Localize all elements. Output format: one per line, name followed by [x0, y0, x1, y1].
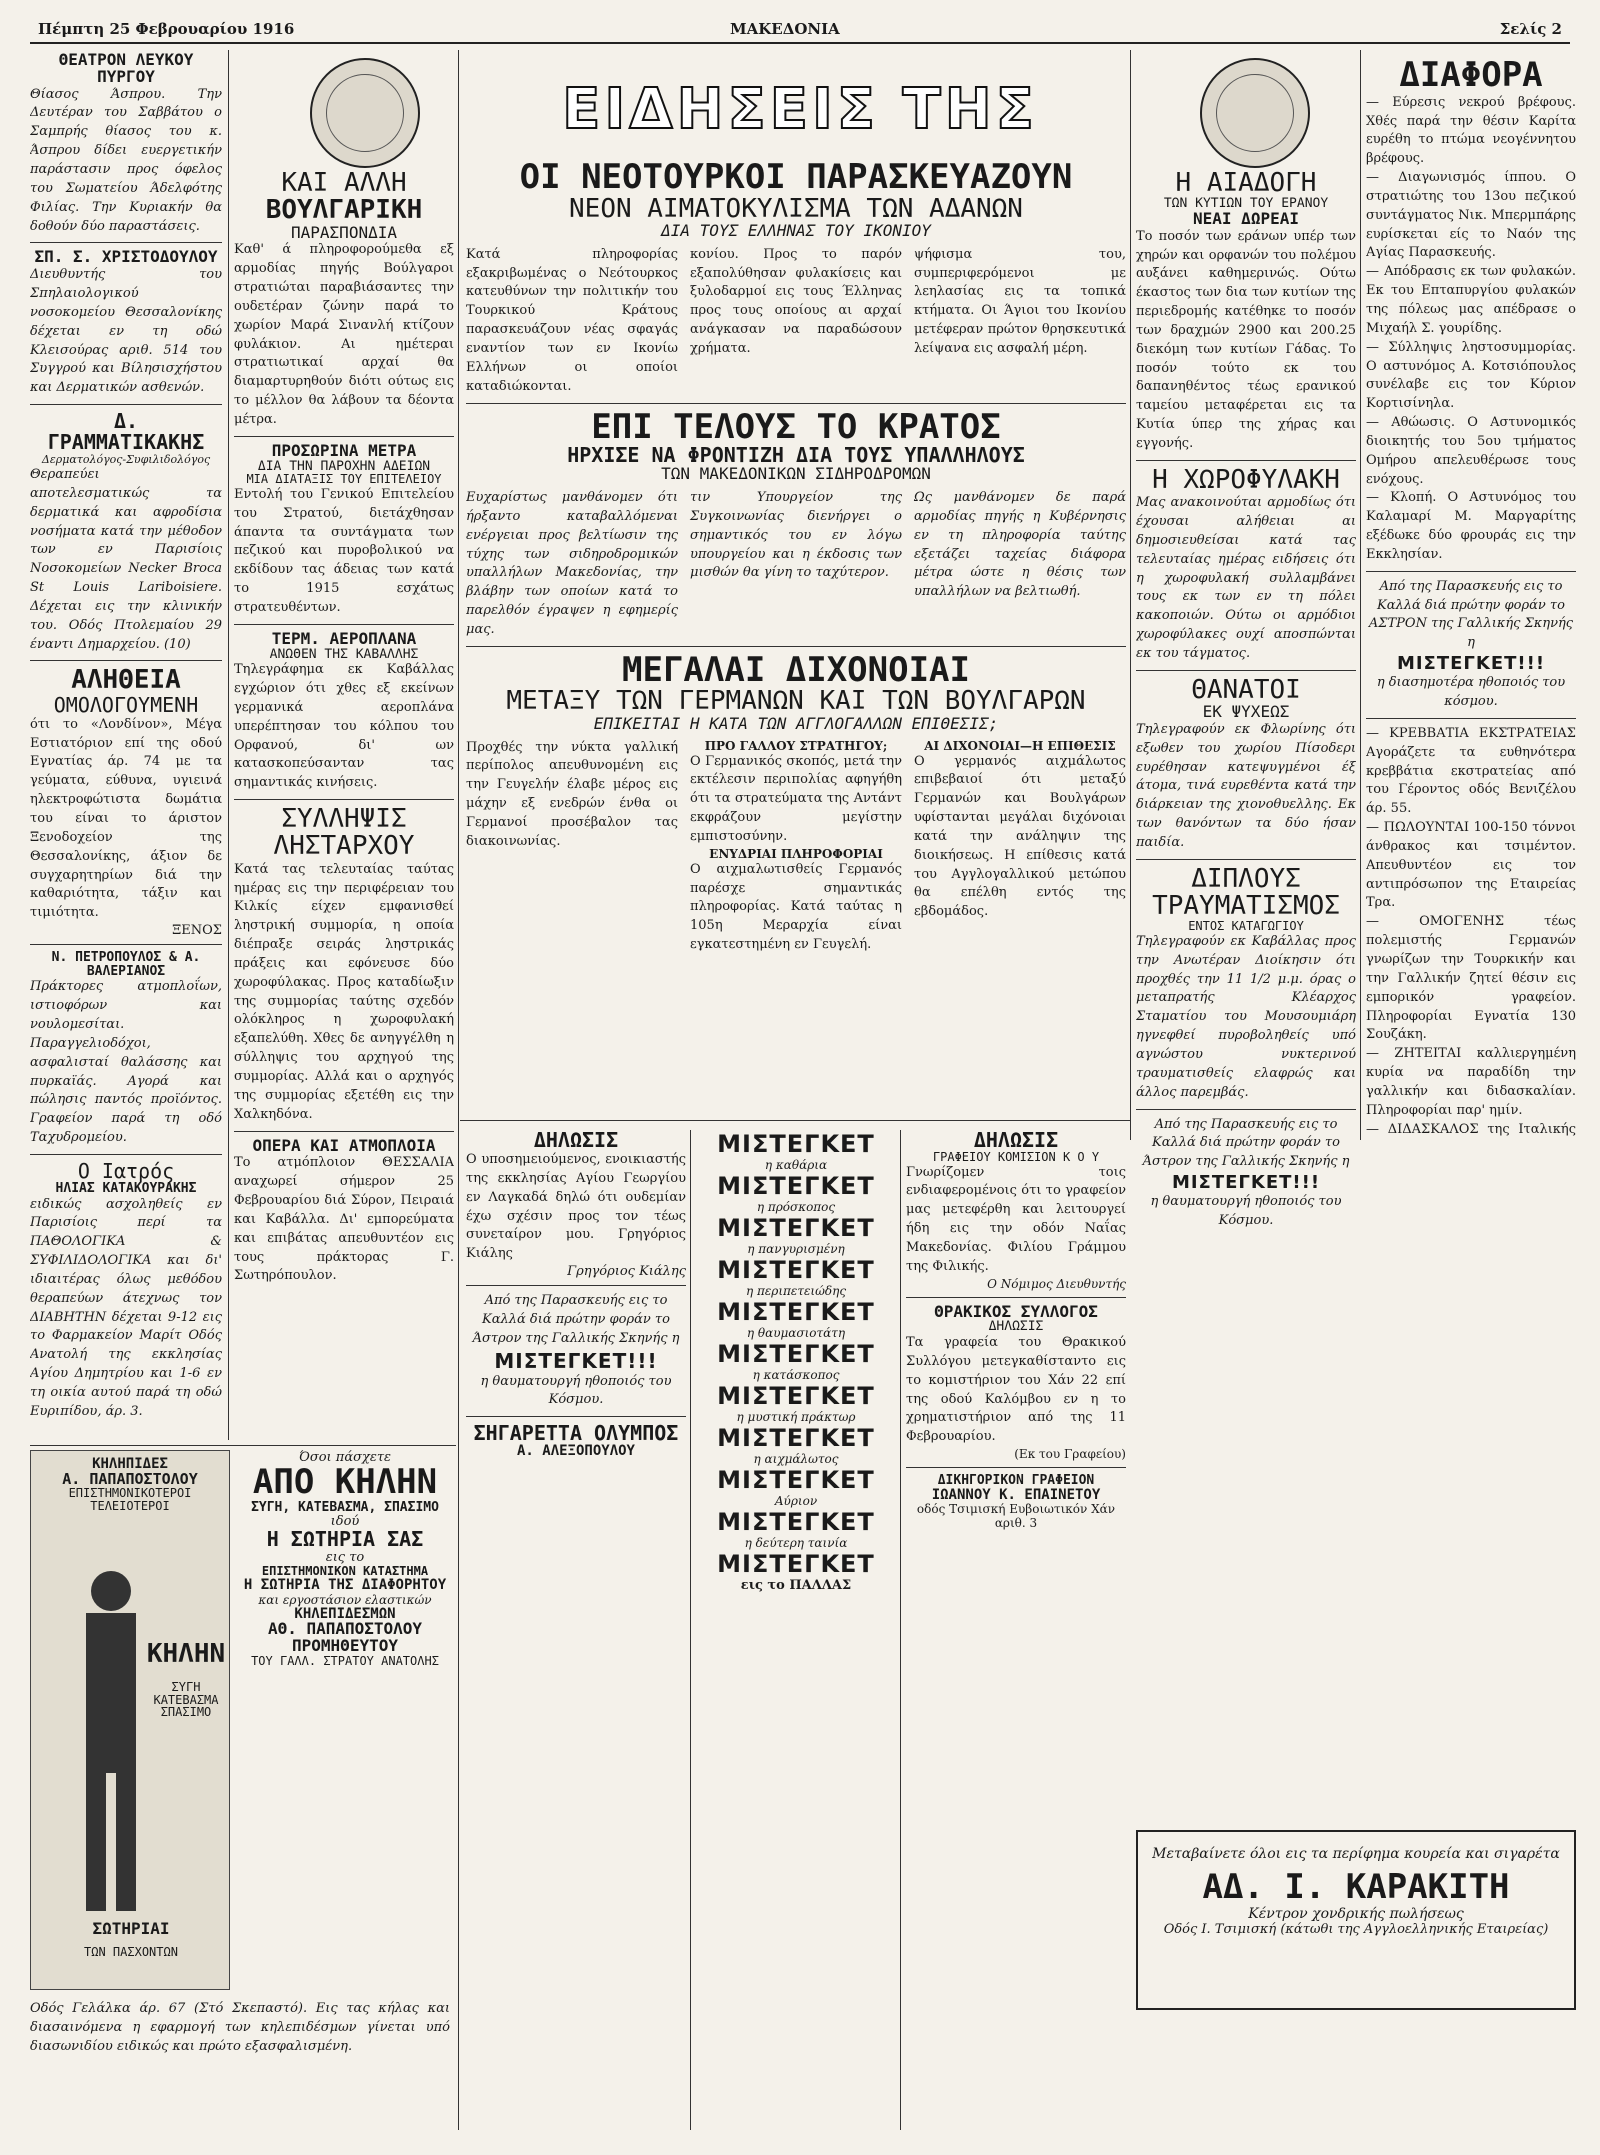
subhead: ΠΡΟ ΓΑΛΛΟΥ ΣΤΡΑΤΗΓΟΥ; — [704, 738, 888, 753]
barber-ad-intro: Μεταβαίνετε όλοι εις τα περίφημα κουρεία και σιγαρέτα — [1152, 1846, 1560, 1862]
barber-ad-box — [1136, 1830, 1576, 2010]
cinema-ad-text: Από της Παρασκευής εις το Καλλά διά πρώτην φοράν το Άστρον της Γαλλικής Σκηνής η — [472, 1293, 680, 1346]
headline-sub: ΗΡΧΙΣΕ ΝΑ ΦΡΟΝΤΙΖΗ ΔΙΑ ΤΟΥΣ ΥΠΑΛΛΗΛΟΥΣ — [567, 443, 1025, 468]
classified-ad: — ΚΡΕΒΒΑΤΙΑ ΕΚΣΤΡΑΤΕΙΑΣ Αγοράζετε τα ευθηνότερα κρεββάτια εκστρατείας από του Γέροντος οδός Βενιζέλου άρ. 55. — [1366, 725, 1576, 817]
article-text: Καθ' ά πληροφορούμεθα εξ αρμοδίας πηγής Βούλγαροι στρατιώται παραβιάσαντες την ουδετέραν ζώνην παρά το χωρίον Μαρά Σινανλή κτίζουν φυλάκιον. Αι ημέτεραι στρατιωτικαί αρχαί θα διαμαρτυρηθούν διότι ούτως εις το μέλλον θα λάβουν τα δέοντα μέτρα. — [234, 242, 454, 427]
article-text: κονίου. Προς το παρόν εξαπολύθησαν φυλακίσεις και ξυλοδαρμοί εις τους Έλληνας προς τους οποίους αι αρχαί ανάγκασαν να παραδώσουν χρήματα. — [690, 246, 902, 356]
figure-leg — [116, 1771, 136, 1911]
cinema-ad-sub: η θαυμασιοτάτη — [746, 1326, 846, 1340]
article-text: Ως μανθάνομεν δε παρά αρμοδίας πηγής η Κυβέρνησις εν τη πληροφορία ταύτης εξετάζει ταχείας διάφορα μέτρα ώστε η θέσις των υπαλλήλων να βελτιωθή. — [914, 490, 1126, 600]
ad-line: ΠΡΟΜΗΘΕΥΤΟΥ — [292, 1636, 398, 1656]
figure-torso — [86, 1613, 136, 1773]
news-item: — Κλοπή. Ο Αστυνόμος του Καλαμαρί Μ. Μαργαρίτης εξέδωκε δύο φρουράς εις την Εκκλησίαν. — [1366, 490, 1576, 562]
doctor-text: Διευθυντής του Σπηλαιολογικού νοσοκομείου Θεσσαλονίκης δέχεται εν τη οδώ Κλεισούρας αριθ. 514 του Συγγρού και Βίλησισχήστου και Δερματικών ασθενών. — [30, 267, 222, 396]
news-item: — Απόδρασις εκ των φυλακών. Εκ του Επταπυργίου φυλακών της πόλεως μας απέδρασε ο Μιχαήλ Σ. γουρίδης. — [1366, 264, 1576, 336]
ad-column-b — [906, 1130, 1126, 2130]
article-text: Ο αιχμαλωτισθείς Γερμανός παρέσχε σημαντικάς πληροφορίας. Κατά ταύτας η 105η Μεραρχία είναι εγκατεστημένη εν Γευγελή. — [690, 861, 902, 953]
notice-title: ΔΗΛΩΣΙΣ — [533, 1130, 619, 1152]
cinema-ad-star: ΜΙΣΤΕΓΚΕΤ!!! — [494, 1348, 658, 1373]
headline-deck: ΤΩΝ ΜΑΚΕΔΟΝΙΚΩΝ ΣΙΔΗΡΟΔΡΟΜΩΝ — [661, 464, 931, 484]
barber-ad-address: Οδός Ι. Τσιμισκή (κάτωθι της Αγγλοελληνικής Εταιρείας) — [1163, 1921, 1549, 1937]
headline: ΤΕΡΜ. ΑΕΡΟΠΛΑΝΑ — [271, 628, 417, 648]
illustration-caption: ΕΠΙΣΤΗΜΟΝΙΚΟΤΕΡΟΙ ΤΕΛΕΙΟΤΕΡΟΙ — [68, 1486, 192, 1514]
column-rule — [900, 1130, 901, 2130]
headline: ΣΥΛΛΗΨΙΣ — [281, 804, 407, 835]
headline-sub: ΤΩΝ ΚΥΤΙΩΝ ΤΟΥ ΕΡΑΝΟΥ — [1163, 196, 1329, 212]
ad-subtitle: ΟΜΟΛΟΓΟΥΜΕΝΗ — [53, 692, 199, 717]
subhead: ΕΝΥΔΡΙΑΙ ΠΛΗΡΟΦΟΡΙΑΙ — [709, 846, 883, 861]
truss-ad-caption: Οδός Γελάλκα άρ. 67 (Στό Σκεπαστό). Εις τας κήλας και διασαινόμενα η εφαρμογή των κηλεπιδέσμων γίνεται υπό διασωνιδίου ειδικώς και πρώτο εξασφαλισμένη. — [30, 2001, 450, 2054]
subhead: ΑΙ ΔΙΧΟΝΟΙΑΙ—Η ΕΠΙΘΕΣΙΣ — [924, 738, 1116, 753]
cigarette-ad-title: ΣΗΓΑΡΕΤΤΑ ΟΛΥΜΠΟΣ — [473, 1421, 679, 1446]
illustration-word: ΤΩΝ ΠΑΣΧΟΝΤΩΝ — [84, 1946, 178, 1959]
headline-deck: ΕΠΙΚΕΙΤΑΙ Η ΚΑΤΑ ΤΩΝ ΑΓΓΛΟΓΑΛΛΩΝ ΕΠΙΘΕΣΙΣ; — [593, 713, 999, 733]
column-rule — [458, 50, 459, 2130]
cinema-ad-sub: η περιπετειώδης — [745, 1284, 847, 1298]
law-office-name: ΙΩΑΝΝΟΥ Κ. ΕΠΑΙΝΕΤΟΥ — [931, 1486, 1101, 1503]
headline: ΟΠΕΡΑ ΚΑΙ ΑΤΜΟΠΛΟΙΑ — [252, 1135, 436, 1155]
cinema-ad-text: Από της Παρασκευής εις το Καλλά διά πρώτην φοράν το ΑΣΤΡΟΝ της Γαλλικής Σκηνής η — [1368, 578, 1574, 651]
article-text: Ο γερμανός αιχμάλωτος επιβεβαιοί ότι μεταξύ Γερμανών και Βουλγάρων υφίστανται μεγάλαι διχόνοιαι κατά την ανάληψιν της διοικήσεως. Η επίθεσις κατά του Αγγλογαλλικού μετώπου θα επέλθη εντός της εβδομάδος. — [914, 753, 1126, 920]
cinema-ad-star: ΜΙΣΤΕΓΚΕΤ — [717, 1298, 875, 1326]
cinema-ad-sub: η κατάσκοπος — [752, 1368, 840, 1382]
law-office-title: ΔΙΚΗΓΟΡΙΚΟΝ ΓΡΑΦΕΙΟΝ — [937, 1473, 1095, 1489]
cinema-ad-text: Από της Παρασκευής εις το Καλλά διά πρώτην φοράν το Άστρον της Γαλλικής Σκηνής η — [1142, 1116, 1350, 1170]
headline: ΚΑΙ ΑΛΛΗ — [281, 170, 407, 198]
illustration-word: ΚΗΛΗΝ — [146, 1641, 226, 1669]
doctor-text: Θεραπεύει αποτελεσματικώς τα δερματικά και αφροδίσια νοσήματα κατά την μέθοδον των εν Παρισίοις Νοσοκομείων Necker Broca St Louis Lariboisiere. Δέχεται εις την κλινικήν του. Οδός Πτολεμαίου 29 έναντι Δημαρχείου. (10) — [30, 467, 222, 652]
lead-headline: ΟΙ ΝΕΟΤΟΥΡΚΟΙ ΠΑΡΑΣΚΕΥΑΖΟΥΝ — [519, 160, 1073, 197]
cinema-ad-star: ΜΙΣΤΕΓΚΕΤ — [717, 1172, 875, 1200]
article-text: Εντολή του Γενικού Επιτελείου του Στρατού, διετάχθησαν άπαντα τα συντάγματα των πεζικού και πυροβολικού να εκδίδουν τας άδειας των κατά το 1915 εσχάτως στρατευθέντων. — [234, 486, 454, 615]
article-text: Ευχαρίστως μανθάνομεν ότι ήρξαντο καταβαλλόμεναι ενέργειαι προς βελτίωσιν της τύχης των σιδηροδρομικών υπαλλήλων Μακεδονίας, την βλάβην των οποίων κατά το παρελθόν έγραψεν η εφημερίς μας. — [466, 490, 678, 637]
ad-title: ΑΛΗΘΕΙΑ — [71, 665, 181, 696]
headline-sub: ΕΚ ΨΥΧΕΩΣ — [1202, 702, 1290, 722]
cinema-ad-sub: η πρόσκοπος — [756, 1200, 836, 1214]
headline: Η ΧΩΡΟΦΥΛΑΚΗ — [1152, 464, 1340, 495]
article-text: ψήφισμα του, συμπεριφερόμενοι με λεηλασίας εις τα τοπικά κτήματα. Οι Άγιοι του Ικονίου μετέφεραν πρώτον θρησκευτικά λείψανα εις ασφαλή μέρη. — [914, 246, 1126, 356]
column-second — [234, 170, 454, 1440]
notice-subtitle: ΓΡΑΦΕΙΟΥ ΚΟΜΙΣΙΟΝ Κ Ο Υ — [932, 1150, 1100, 1164]
notice-text: Τα γραφεία του Θρακικού Συλλόγου μετεγκαθίσταντο εις το κομιστήριον του Χάν 22 επί της οδού Καλόμβου εν η το χρηματιστήριον από της 11 Φεβρουαρίου. — [906, 1335, 1126, 1445]
ad-line: ΣΥΓΗ, ΚΑΤΕΒΑΣΜΑ, ΣΠΑΣΙΜΟ — [251, 1499, 439, 1515]
paper-name: ΜΑΚΕΔΟΝΙΑ — [730, 20, 840, 38]
emblem-medal-right — [1200, 58, 1310, 168]
column-rule — [690, 1130, 691, 2130]
article-text: Το ποσόν των εράνων υπέρ των χηρών και ορφανών του πολέμου αυξάνει καθημερινώς. Ούτω έκαστος των δια των κυτίων της περιεδρομής κατέθηκε το ποσόν των δραχμών 2900 και 200.25 διεκόμη των κυτίων Γάδας. Το ποσόν τούτο εκ του δαπανηθέντος τέως ερανικού ταμείου μεταφέρεται εις τα Κυτία ύπερ της χήρας και εγγονής. — [1136, 228, 1356, 452]
article-text: Ο Γερμανικός σκοπός, μετά την εκτέλεσιν περιπολίας αφηγήθη ότι τα στρατεύματα της Αντάντ εκφράζουν μεγίστην εμπιστοσύνην. — [690, 753, 902, 844]
ad-text: ότι το «Λονδίνον», Μέγα Εστιατόριον επί της οδού Εγνατίας άρ. 74 με τα γεύματα, εύθυνα, υγιεινά ηλεκτροφώτιστα δωμάτια του είναι το άριστον Ξενοδοχείον της Θεσσαλονίκης, άξιον δε συγχαρητηρίων διά την καθαριότητα, τάξιν και τιμιότητα. — [30, 716, 222, 921]
doctor-name: ΗΛΙΑΣ ΚΑΤΑΚΟΥΡΑΚΗΣ — [55, 1180, 197, 1196]
headline-sub: ΠΑΡΑΣΠΟΝΔΙΑ — [291, 222, 397, 242]
headline: ΒΟΥΛΓΑΡΙΚΗ — [265, 195, 423, 226]
theatre-text: Θίασος Άσπρου. Την Δευτέραν του Σαββάτου ο Σαμπρής θίασος του κ. Άσπρου δίδει ευεργετικήν παράστασιν προς όφελος του Σωματείου Άδελφότης Φιλίας. Την Κυριακήν θα δοθούν δύο παραστάσεις. — [30, 86, 222, 234]
ad-line: ΤΟΥ ΓΑΛΛ. ΣΤΡΑΤΟΥ ΑΝΑΤΟΛΗΣ — [251, 1653, 439, 1668]
notice-signature: Ο Νόμιμος Διευθυντής — [987, 1276, 1126, 1291]
headline-sub: ΜΙΑ ΔΙΑΤΑΞΙΣ ΤΟΥ ΕΠΙΤΕΛΕΙΟΥ — [246, 472, 442, 487]
ad-line: ΑΠΟ ΚΗΛΗΝ — [252, 1462, 438, 1502]
headline: ΜΕΓΑΛΑΙ ΔΙΧΟΝΟΙΑΙ — [622, 649, 970, 690]
notice-text: Γνωρίζομεν τοις ενδιαφερομένοις ότι το γραφείον μας μετεφέρθη και λειτουργεί ήδη εις την οδόν Ναΐας Μακεδονίας. Φιλίου Γράμμου της Φιλικής. — [906, 1164, 1126, 1274]
cinema-ad-star: ΜΙΣΤΕΓΚΕΤ!!! — [1396, 653, 1546, 675]
article-text: Μας ανακοινούται αρμοδίως ότι έχουσαι αλήθειαι αι δημοσιευθείσαι κατά τας τελευταίας ημέρας ειδήσεις ότι η χωροφυλακή συλλαμβάνει τους εκ των εν τη πόλει κακοποιών. Ούτω οι αρμόδιοι χωροφύλακες ουχί αποσπώνται εκ του τάγματος. — [1136, 495, 1356, 661]
section-rule — [460, 1120, 1130, 1121]
ad-line: ΑΘ. ΠΑΠΑΠΟΣΤΟΛΟΥ — [267, 1619, 423, 1639]
page-number: Σελίς 2 — [1499, 20, 1562, 38]
ad-line: ΚΗΛΕΠΙΔΕΣΜΩΝ — [294, 1605, 396, 1622]
column-left — [30, 52, 222, 1437]
doctor-title: Δ. ΓΡΑΜΜΑΤΙΚΑΚΗΣ — [47, 409, 205, 455]
notice-title: ΔΗΛΩΣΙΣ — [973, 1130, 1059, 1152]
agency-title: Ν. ΠΕΤΡΟΠΟΥΛΟΣ & Α. ΒΑΛΕΡΙΑΝΟΣ — [51, 950, 201, 979]
ad-column-a — [466, 1130, 686, 2130]
article-text: Τηλεγράφημα εκ Καβάλλας εγχώριον ότι χθες εξ εκείνων γερμανικά αεροπλάνα υπερέπτησαν του κόλπου του Ορφανού, δι' ων κατασκοπεύσανταν τας σημαντικάς κινήσεις. — [234, 662, 454, 791]
cinema-ad-sub: η καθάρια — [764, 1158, 828, 1172]
cinema-ad-text: η θαυματουργή ηθοποιός του Κόσμου. — [480, 1373, 672, 1408]
section-rule — [30, 1445, 456, 1446]
headline: ΤΡΑΥΜΑΤΙΣΜΟΣ — [1152, 891, 1340, 922]
ad-line: ΕΠΙΣΤΗΜΟΝΙΚΟΝ ΚΑΤΑΣΤΗΜΑ — [261, 1564, 429, 1579]
cinema-ad-venue: εις το ΠΑΛΛΑΣ — [740, 1578, 852, 1593]
headline: ΛΗΣΤΑΡΧΟΥ — [273, 831, 415, 862]
article-text: Προχθές την νύκτα γαλλική περίπολος απευθυνομένη εις την Γευγελήν έλαβε μέρος εις μάχην εξ ενεδρών ένθα οι Γερμανοί προσέβαλον τας διακοινωνίας. — [466, 739, 678, 849]
headline: ΕΠΙ ΤΕΛΟΥΣ ΤΟ ΚΡΑΤΟΣ — [591, 406, 1001, 447]
truss-ad-text-block — [236, 1450, 454, 1990]
classified-ad: — ΔΙΔΑΣΚΑΛΟΣ της Ιταλικής — [1366, 1121, 1576, 1137]
illustration-word: ΣΩΤΗΡΙΑΙ — [92, 1921, 170, 1938]
headline-sub: ΑΝΩΘΕΝ ΤΗΣ ΚΑΒΑΛΛΗΣ — [269, 646, 419, 662]
illustration-word: ΣΥΓΗ ΚΑΤΕΒΑΣΜΑ ΣΠΑΣΙΜΟ — [153, 1681, 219, 1719]
cinema-ad-star: ΜΙΣΤΕΓΚΕΤ — [717, 1214, 875, 1242]
article-text: Το ατμόπλοιον ΘΕΣΣΑΛΙΑ αναχωρεί σήμερον 25 Φεβρουαρίου διά Σύρον, Πειραιά και Καβάλλα. Δι' εμπορεύματα και επιβάτας απευθυντέον εις τους πράκτορας Γ. Σωτηρόπουλον. — [234, 1155, 454, 1284]
cinema-ad-star: ΜΙΣΤΕΓΚΕΤ — [717, 1130, 875, 1158]
article-text: Τηλεγραφούν εκ Φλωρίνης ότι εξωθεν του χωρίου Πίσοδερι ευρέθησαν κατεψυγμένοι έξ άτομα, τινά ευρεθέντα κατά την διάρκειαν της χιονοθυελλης. Εκ των θανόντων τα δύο ήσαν παιδία. — [1136, 721, 1356, 850]
main-center — [466, 160, 1126, 960]
ad-line: Η ΣΩΤΗΡΙΑ ΣΑΣ — [266, 1527, 424, 1552]
cinema-ad-sub: Αύριον — [774, 1494, 818, 1508]
headline: ΔΙΠΛΟΥΣ — [1191, 863, 1301, 894]
law-office-address: οδός Τσιμισκή Ευβοιωτικόν Χάν — [916, 1502, 1116, 1517]
truss-ad-illustration — [30, 1450, 230, 1990]
ad-signature: ΞΕΝΟΣ — [172, 923, 222, 939]
issue-date: Πέμπτη 25 Φεβρουαρίου 1916 — [38, 20, 295, 38]
cinema-ad-sub: η αιχμάλωτος — [753, 1452, 839, 1466]
cinema-ad-star: ΜΙΣΤΕΓΚΕΤ — [717, 1466, 875, 1494]
doctor-title: ΣΠ. Σ. ΧΡΙΣΤΟΔΟΥΛΟΥ — [34, 247, 218, 267]
ad-line: Η ΣΩΤΗΡΙΑ ΤΗΣ ΔΙΑΦΟΡΗΤΟΥ — [243, 1576, 447, 1593]
headline: ΠΡΟΣΩΡΙΝΑ ΜΕΤΡΑ — [271, 440, 417, 460]
barber-ad-sub: Κέντρον χονδρικής πωλήσεως — [1248, 1905, 1464, 1922]
barber-ad-title: ΑΔ. Ι. ΚΑΡΑΚΙΤΗ — [1202, 1867, 1510, 1907]
notice-signature: (Εκ του Γραφείου) — [1014, 1447, 1126, 1462]
article-text: Κατά πληροφορίας εξακριβωμένας ο Νεότουρκος κατευθύνων την πολιτικήν του Τουρκικού Κράτους παρασκευάζουν νέας σφαγάς εναντίον των εν Ικονίω Ελλήνων οι οποίοι καταδιώκονται. — [466, 246, 678, 394]
news-item: — Αθώωσις. Ο Αστυνομικός διοικητής του 5ου τμήματος Ομήρου απελευθέρωσε τους ενόχους. — [1366, 415, 1576, 487]
cinema-ad-star: ΜΙΣΤΕΓΚΕΤ!!! — [1171, 1172, 1321, 1194]
section-banner: ΕΙΔΗΣΕΙΣ ΤΗΣ — [562, 77, 1038, 142]
classified-ad: — ΖΗΤΕΙΤΑΙ καλλιεργημένη κυρία να παραδίδη την γαλλικήν και διδασκαλίαν. Πληροφορίαι παρ' ημίν. — [1366, 1046, 1576, 1118]
headline: ΘΑΝΑΤΟΙ — [1191, 674, 1301, 705]
column-fifth — [1136, 170, 1356, 1430]
law-office-number: αριθ. 3 — [994, 1516, 1038, 1531]
news-item: — Εύρεσις νεκρού βρέφους. Χθές παρά την θέσιν Καρίτα ευρέθη το πτώμα νεογέννητου βρέφους. — [1366, 94, 1576, 167]
ad-line: εις το — [325, 1550, 365, 1566]
column-right — [1366, 58, 1576, 1138]
cinema-ad-sub: η πανγυρισμένη — [747, 1242, 845, 1256]
classified-ad: — ΠΩΛΟΥΝΤΑΙ 100-150 τόννοι άνθρακος και τσιμέντον. Απευθυντέον εις τον αντιπρόσωπον της Εταιρείας Τρα. — [1366, 820, 1576, 911]
doctor-text: ειδικώς ασχοληθείς εν Παρισίοις περί τα ΠΑΘΟΛΟΓΙΚΑ & ΣΥΦΙΛΙΔΟΛΟΓΙΚΑ και δι' ιδιαιτέρας όλως μεθόδου θεραπεύων άτεχνως τον ΔΙΑΒΗΤΗΝ δέχεται 9-12 εις το Φαρμακείον Μαρίτ Οδός Ανατολή της εκκλησίας Αγίου Δημητρίου και 1-6 εν τη οικία αυτού παρά τη οδώ Ευριπίδου, άρ. 3. — [30, 1196, 222, 1419]
cinema-ad-sub: η δεύτερη ταινία — [744, 1536, 848, 1550]
column-rule — [1130, 50, 1131, 1140]
illustration-caption: ΚΗΛΗΠΙΔΕΣ — [92, 1456, 168, 1472]
headline-sub: ΕΝΤΟΣ ΚΑΤΑΓΩΓΙΟΥ — [1188, 919, 1304, 934]
agency-text: Πράκτορες ατμοπλοΐων, ιστιοφόρων και νουλομεσίται. Παραγγελιοδόχοι, ασφαλισταί θαλάσσης και πυρκαϊάς. Αγορά και πώλησις παντός προϊόντος. Γραφείον παρά τη οδό Ταχυδρομείου. — [30, 979, 222, 1146]
article-text: τιν Υπουργείον της Συγκοινωνίας διενήργει ο σημαντικός του εν λόγω υπουργείου και η έκδοσις των μισθών θα γίνη το ταχύτερον. — [690, 490, 902, 581]
ad-line: Όσοι πάσχετε — [298, 1450, 391, 1465]
notice-signature: Γρηγόριος Κιάλης — [567, 1264, 686, 1280]
ad-column-mistegket — [696, 1130, 896, 2130]
news-item: — Διαγωνισμός ίππου. Ο στρατιώτης του 13ου πεζικού συντάγματος Νικ. Μπερμπάρης ευρίσκεται είς το Ναόν της Αγίας Παρασκευής. — [1366, 170, 1576, 261]
column-rule — [1360, 50, 1361, 1140]
masthead — [30, 14, 1570, 44]
headline-sub: ΔΙΑ ΤΗΝ ΠΑΡΟΧΗΝ ΑΔΕΙΩΝ — [257, 458, 431, 474]
cinema-ad-star: ΜΙΣΤΕΓΚΕΤ — [717, 1382, 875, 1410]
column-rule — [228, 50, 229, 1440]
headline-sub: ΜΕΤΑΞΥ ΤΩΝ ΓΕΡΜΑΝΩΝ ΚΑΙ ΤΩΝ ΒΟΥΛΓΑΡΩΝ — [506, 686, 1086, 717]
theatre-title: ΘΕΑΤΡΟΝ ΛΕΥΚΟΥ ΠΥΡΓΟΥ — [58, 52, 194, 86]
figure-head — [91, 1571, 131, 1611]
figure-leg — [86, 1771, 106, 1911]
cigarette-ad-name: Α. ΑΛΕΞΟΠΟΥΛΟΥ — [516, 1443, 635, 1460]
ad-line: και εργοστάσιον ελαστικών — [258, 1592, 432, 1607]
classified-ad: — ΟΜΟΓΕΝΗΣ τέως πολεμιστής Γερμανών γνωρίζων την Τουρκικήν και την Γαλλικήν ζητεί θέσιν εις εμπορικόν γραφείον. Πληροφορίαι Εγνατία 130 Σουζάκη. — [1366, 914, 1576, 1043]
section-title: ΔΙΑΦΟΡΑ — [1399, 58, 1543, 95]
lead-deck: ΔΙΑ ΤΟΥΣ ΕΛΛΗΝΑΣ ΤΟΥ ΙΚΟΝΙΟΥ — [661, 220, 931, 240]
notice-text: Ο υποσημειούμενος, ενοικιαστής της εκκλησίας Αγίου Γεωργίου εν Λαγκαδά δηλώ ότι ουδεμίαν έχω σχέσιν προς τον τέως συνεταίρον μου. Γρηγόριος Κιάλης — [466, 1152, 686, 1262]
doctor-subtitle: Δερματολόγος-Συφιλιδολόγος — [41, 453, 211, 467]
cinema-ad-text: η θαυματουργή ηθοποιός του Κόσμου. — [1150, 1194, 1342, 1228]
cinema-ad-star: ΜΙΣΤΕΓΚΕΤ — [717, 1550, 875, 1578]
emblem-medal-left — [310, 58, 420, 168]
illustration-caption: Α. ΠΑΠΑΠΟΣΤΟΛΟΥ — [62, 1469, 198, 1488]
news-item: — Σύλληψις ληστοσυμμορίας. Ο αστυνόμος Α. Κοτσιόπουλος συνέλαβε εις τον Κύριον Κορτισίνηλα. — [1366, 339, 1576, 412]
notice-title: ΘΡΑΚΙΚΟΣ ΣΥΛΛΟΓΟΣ — [934, 1301, 1098, 1321]
cinema-ad-star: ΜΙΣΤΕΓΚΕΤ — [717, 1256, 875, 1284]
headline-sub: ΝΕΑΙ ΔΩΡΕΑΙ — [1193, 208, 1299, 228]
lead-subheadline: ΝΕΟΝ ΑΙΜΑΤΟΚΥΛΙΣΜΑ ΤΩΝ ΑΔΑΝΩΝ — [569, 193, 1023, 224]
ad-line: ιδού — [330, 1514, 360, 1530]
cinema-ad-star: ΜΙΣΤΕΓΚΕΤ — [717, 1424, 875, 1452]
doctor-title: Ο Ιατρός — [77, 1158, 175, 1183]
article-text: Τηλεγραφούν εκ Καβάλλας προς την Ανωτέραν Διοίκησιν ότι προχθές την 11 1/2 μ.μ. όρας ο μεταπρατής Κλέαρχος Σταματίου του Μουσουμιάρη ηγνεφθεί πυροβοληθείς υπό αγνώστου νυκτερινού τραυματισθείς ελαφρώς και άλλος παρεμβάς. — [1136, 933, 1356, 1100]
cinema-ad-sub: η μυστική πράκτωρ — [736, 1410, 856, 1424]
notice-subtitle: ΔΗΛΩΣΙΣ — [988, 1319, 1044, 1335]
cinema-ad-star: ΜΙΣΤΕΓΚΕΤ — [717, 1508, 875, 1536]
cinema-ad-star: ΜΙΣΤΕΓΚΕΤ — [717, 1340, 875, 1368]
cinema-ad-text: η διασημοτέρα ηθοποιός του κόσμου. — [1376, 675, 1566, 709]
article-text: Κατά τας τελευταίας ταύτας ημέρας εις την περιφέρειαν του Κιλκίς είχεν εμφανισθεί ληστρική συμμορία, η οποία διέπραξε σειράς ληστρικάς πράξεις και εφόνευσε δύο χωροφύλακας. Προς καταδίωξιν της συμμορίας ταύτης σχεδόν ολόκληρος η χωροφυλακή εξαπελύθη. Χθες δε ανηγγέλθη η σύλληψις του αρχηγού της συμμορίας. Αλλά και ο αρχηγός της συμμορίας εξετέθη εις την Χαλκηδόνα. — [234, 861, 454, 1122]
headline: Η ΑΙΑΔΟΓΗ — [1175, 170, 1317, 198]
